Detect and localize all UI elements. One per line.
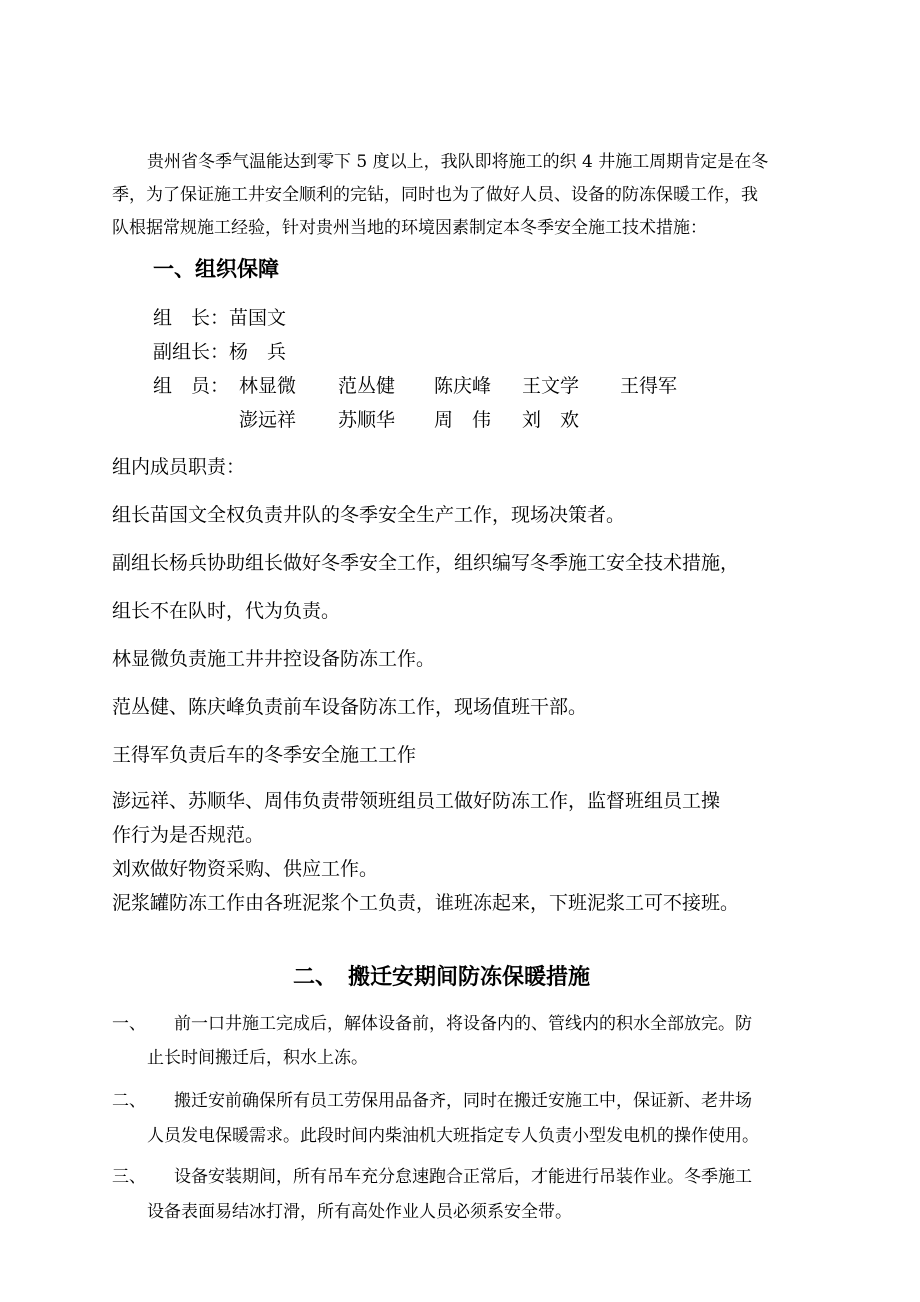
intro-line-3: 队根据常规施工经验，针对贵州当地的环境因素制定本冬季安全施工技术措施：: [112, 218, 707, 238]
leader-row: [153, 303, 286, 330]
list-item-text: 前一口井施工完成后，解体设备前，将设备内的、管线内的积水全部放完。防: [174, 1014, 752, 1034]
members-label: 组 员：: [153, 375, 230, 397]
list-item-2-continuation: 人员发电保暖需求。此段时间内柴油机大班指定专人负责小型发电机的操作使用。: [147, 1126, 759, 1146]
duty-line: 作行为是否规范。: [112, 824, 265, 846]
leader-label: 组 长：: [153, 307, 230, 329]
intro-line-1: 贵州省冬季气温能达到零下 5 度以上，我队即将施工的织 4 井施工周期肯定是在冬: [147, 152, 769, 172]
list-item-1-continuation: 止长时间搬迁后，积水上冻。: [147, 1048, 368, 1068]
member-name: 周 伟: [434, 409, 492, 431]
section-1-heading: 一、组织保障: [153, 257, 279, 281]
list-item-text: 设备安装期间，所有吊车充分怠速跑合正常后，才能进行吊装作业。冬季施工: [174, 1167, 752, 1187]
list-item-number: 二、: [112, 1091, 146, 1111]
list-item-number: 三、: [112, 1167, 146, 1187]
member-name: 王得军: [620, 375, 678, 397]
duties-title: 组内成员职责：: [112, 456, 246, 478]
section-2-heading: 二、 搬迁安期间防冻保暖措施: [293, 965, 591, 990]
duty-line: 泥浆罐防冻工作由各班泥浆个工负责，谁班冻起来，下班泥浆工可不接班。: [112, 892, 740, 914]
member-name: 范丛健: [338, 375, 396, 397]
member-name: 陈庆峰: [434, 375, 492, 397]
list-item-2: [112, 1086, 752, 1111]
deputy-label: 副组长：: [153, 341, 230, 363]
member-name: 王文学: [522, 375, 580, 397]
leader-name: 苗国文: [229, 307, 287, 329]
list-item-text: 搬迁安前确保所有员工劳保用品备齐，同时在搬迁安施工中，保证新、老井场: [174, 1091, 752, 1111]
member-name: 刘 欢: [522, 409, 580, 431]
members-row-1: [153, 371, 229, 398]
list-item-3-continuation: 设备表面易结冰打滑，所有高处作业人员必须系安全带。: [147, 1202, 572, 1222]
duty-line: 刘欢做好物资采购、供应工作。: [112, 858, 379, 880]
deputy-name: 杨 兵: [229, 341, 287, 363]
duty-line: 组长苗国文全权负责井队的冬季安全生产工作，现场决策者。: [112, 504, 626, 526]
duty-line: 王得军负责后车的冬季安全施工工作: [112, 744, 417, 766]
list-item-number: 一、: [112, 1014, 146, 1034]
list-item-1: [112, 1009, 752, 1034]
duty-line: 澎远祥、苏顺华、周伟负责带领班组员工做好防冻工作，监督班组员工操: [112, 790, 721, 812]
intro-line-2: 季，为了保证施工井安全顺利的完钻，同时也为了做好人员、设备的防冻保暖工作，我: [112, 185, 758, 205]
deputy-row: [153, 337, 286, 364]
duty-line: 林显微负责施工井井控设备防冻工作。: [112, 648, 436, 670]
duty-line: 组长不在队时，代为负责。: [112, 600, 341, 622]
list-item-3: [112, 1162, 752, 1187]
duty-line: 范丛健、陈庆峰负责前车设备防冻工作，现场值班干部。: [112, 696, 588, 718]
member-name: 林显微: [239, 375, 297, 397]
member-name: 苏顺华: [338, 409, 396, 431]
member-name: 澎远祥: [239, 409, 297, 431]
duty-line: 副组长杨兵协助组长做好冬季安全工作，组织编写冬季施工安全技术措施，: [112, 552, 740, 574]
